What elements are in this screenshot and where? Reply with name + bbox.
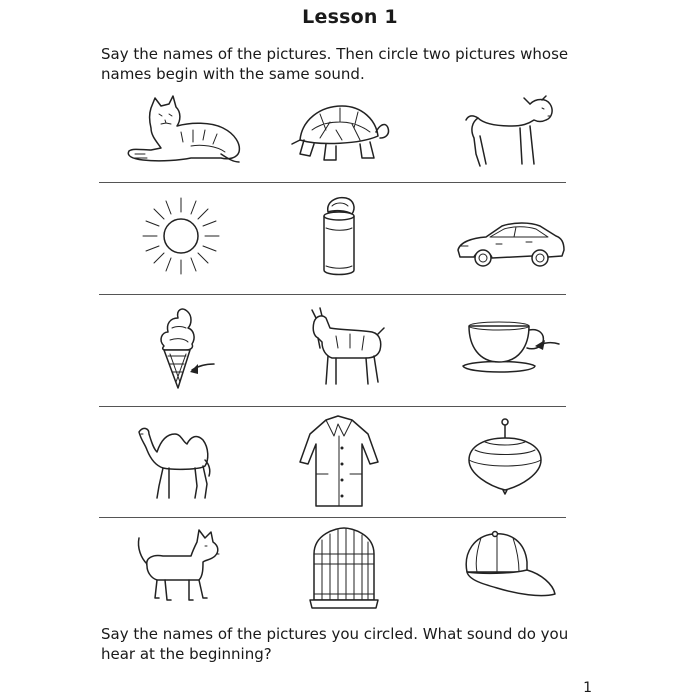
cap-icon[interactable]: [461, 532, 557, 600]
car-icon[interactable]: [456, 220, 566, 268]
page-title: Lesson 1: [302, 6, 398, 28]
camel-icon[interactable]: [133, 420, 213, 500]
page-number: 1: [583, 680, 592, 696]
row-divider: [99, 406, 566, 407]
goat-icon[interactable]: [306, 308, 384, 386]
coat-icon[interactable]: [298, 414, 380, 510]
instruction-text: Say the names of the pictures. Then circle two pictures whose names begin with the same sound.: [101, 45, 569, 83]
calf-icon[interactable]: [462, 96, 557, 168]
ice-cream-cone-icon[interactable]: [156, 304, 218, 390]
footer-question: Say the names of the pictures you circled. What sound do you hear at the beginning?: [101, 625, 569, 663]
can-icon[interactable]: [318, 194, 360, 278]
dog-icon[interactable]: [133, 528, 221, 606]
row-divider: [99, 517, 566, 518]
teacup-icon[interactable]: [459, 320, 563, 378]
cage-icon[interactable]: [306, 524, 382, 610]
spinning-top-icon[interactable]: [465, 416, 545, 496]
turtle-icon[interactable]: [290, 100, 390, 166]
cat-icon[interactable]: [121, 96, 246, 166]
sun-icon[interactable]: [141, 196, 221, 276]
row-divider: [99, 294, 566, 295]
row-divider: [99, 182, 566, 183]
